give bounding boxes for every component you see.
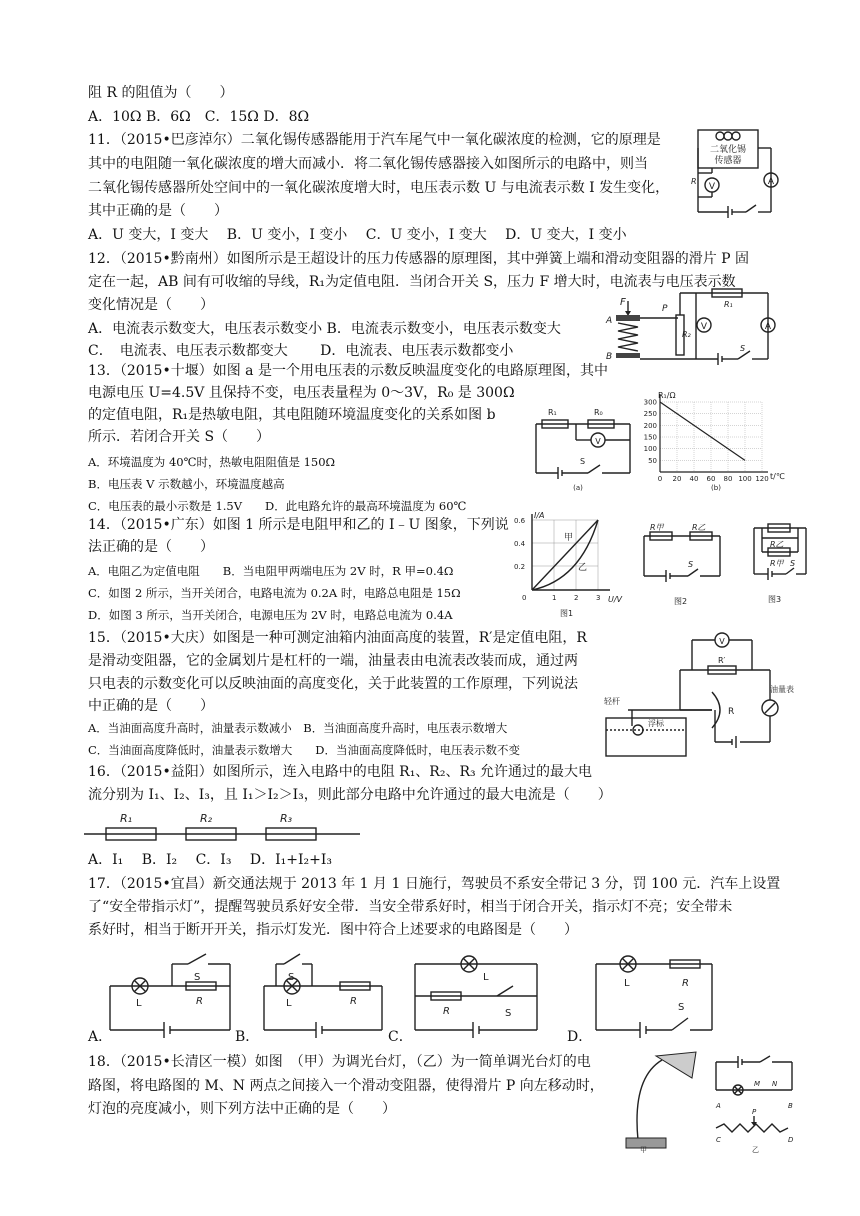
q13-line-1: 13．（2015•十堰）如图 a 是一个用电压表的示数反映温度变化的电路原理图，其中 (88, 363, 608, 379)
q14-option-a: A．电阻乙为定值电阻 B．当电阻甲两端电压为 2V 时，R 甲=0.4Ω (88, 564, 454, 578)
svg-text:图3: 图3 (768, 595, 782, 604)
svg-text:浮标: 浮标 (648, 719, 664, 728)
q10-options: A．10Ω B．6Ω C．15Ω D．8Ω (88, 109, 310, 125)
q18-rheostat (716, 1124, 788, 1132)
q18-lamp-shade (656, 1052, 696, 1078)
chart-x-tick-label: 100 (738, 475, 752, 483)
chart-y-tick-label: 50 (648, 456, 657, 465)
svg-text:A: A (767, 177, 775, 187)
q13-chart-caption: (b) (711, 484, 721, 492)
q15-line-1: 15．（2015•大庆）如图是一种可测定油箱内油面高度的装置，R′是定值电阻，R (88, 630, 587, 646)
chart-y-tick-label: 150 (643, 433, 657, 442)
q14-line-1: 14．（2015•广东）如图 1 所示是电阻甲和乙的 I﹣U 图象，下列说 (88, 517, 509, 533)
q14-option-d: D．如图 3 所示，当开关闭合，电源电压为 2V 时，电路总电流为 0.4A (88, 608, 453, 622)
q13-line-2: 电源电压 U=4.5V 且保持不变，电压表量程为 0～3V，R₀ 是 300Ω (88, 385, 515, 401)
svg-text:S: S (288, 972, 295, 983)
q17-line-1: 17．（2015•宜昌）新交通法规于 2013 年 1 月 1 日施行，驾驶员不系安全带记 3 分，罚 100 元．汽车上设置 (88, 876, 781, 892)
q14-figure-3 (750, 518, 810, 608)
svg-text:L: L (136, 998, 142, 1009)
q14-line-2: 法正确的是（ ） (88, 539, 214, 555)
q17-option-b-label: B． (235, 1029, 260, 1045)
q11-line-4: 其中正确的是（ ） (88, 203, 228, 219)
q13-resistance-temperature-chart (630, 390, 790, 494)
svg-text:I/A: I/A (534, 511, 545, 520)
svg-text:乙: 乙 (578, 563, 588, 573)
q13-option-a: A．环境温度为 40℃时，热敏电阻阻值是 150Ω (88, 455, 336, 469)
chart-x-axis-label: t/℃ (770, 472, 785, 481)
q17-circuit-c (413, 944, 553, 1034)
svg-text:1: 1 (552, 594, 557, 602)
q18-desk-lamp-figure (618, 1048, 708, 1152)
svg-text:M: M (754, 1080, 761, 1088)
q11-circuit-figure (686, 128, 776, 218)
q17-line-3: 系好时，相当于断开开关，指示灯发光．图中符合上述要求的电路图是（ ） (88, 922, 578, 938)
q13-option-b: B．电压表 V 示数越小，环境温度越高 (88, 477, 285, 491)
svg-text:L: L (483, 972, 489, 983)
q13-option-cd: C．电压表的最小示数是 1.5V D．此电路允许的最高环境温度为 60℃ (88, 499, 467, 513)
q13-line-4: 所示．若闭合开关 S（ ） (88, 429, 271, 445)
svg-text:0.4: 0.4 (514, 540, 526, 548)
q11-sensor-label-2: 传感器 (714, 156, 742, 166)
svg-text:V: V (700, 322, 708, 332)
svg-text:0: 0 (522, 594, 527, 602)
svg-text:R₃: R₃ (280, 812, 293, 825)
svg-text:0.6: 0.6 (514, 517, 526, 525)
svg-text:S: S (688, 560, 694, 569)
q14-figure-2 (638, 524, 728, 608)
q11-r-label: R (691, 177, 697, 186)
q15-line-3: 只电表的示数变化可以反映油面的高度变化，关于此装置的工作原理，下列说法 (88, 676, 578, 692)
chart-x-tick-label: 120 (755, 475, 769, 483)
svg-text:R: R (443, 1006, 450, 1017)
q18-line-3: 灯泡的亮度减小，则下列方法中正确的是（ ） (88, 1101, 396, 1117)
svg-text:R: R (350, 996, 357, 1007)
svg-text:甲: 甲 (564, 533, 574, 543)
svg-text:0.2: 0.2 (514, 563, 526, 571)
svg-text:S: S (790, 559, 796, 568)
svg-text:R₁: R₁ (724, 300, 733, 309)
q15-option-ab: A．当油面高度升高时，油量表示数减小 B．当油面高度升高时，电压表示数增大 (88, 721, 508, 735)
q15-option-cd: C．当油面高度降低时，油量表示数增大 D．当油面高度降低时，电压表示数不变 (88, 743, 521, 757)
svg-text:R₀: R₀ (594, 408, 603, 417)
svg-text:R₁: R₁ (548, 408, 557, 417)
svg-text:R甲: R甲 (650, 523, 664, 532)
q15-oil-tank (606, 718, 686, 756)
q10-tail: 阻 R 的阻值为（ ） (88, 85, 234, 101)
svg-text:N: N (772, 1080, 778, 1088)
q16-line-1: 16．（2015•益阳）如图所示，连入电路中的电阻 R₁、R₂、R₃ 允许通过的最大电 (88, 764, 593, 780)
svg-text:B: B (788, 1102, 793, 1110)
q18-line-2: 路图，将电路图的 M、N 两点之间接入一个滑动变阻器，使得滑片 P 向左移动时， (88, 1078, 604, 1094)
q14-iu-graph (510, 510, 630, 620)
chart-x-tick-label: 0 (657, 475, 663, 483)
q15-rheostat-r (712, 692, 720, 728)
svg-text:U/V: U/V (608, 595, 623, 604)
q18-circuit-figure (708, 1050, 800, 1154)
chart-x-tick-label: 40 (689, 475, 699, 483)
svg-text:A: A (764, 322, 772, 332)
svg-text:乙: 乙 (752, 1146, 759, 1154)
svg-text:图2: 图2 (674, 597, 688, 606)
svg-text:R乙: R乙 (770, 540, 784, 549)
svg-text:A: A (716, 1102, 721, 1110)
q12-line-1: 12．（2015•黔南州）如图所示是王超设计的压力传感器的原理图，其中弹簧上端和滑动变阻器的滑片 P 固 (88, 251, 750, 267)
q14-line-jia (532, 520, 598, 590)
q18-line-1: 18．（2015•长清区一模）如图 （甲）为调光台灯，（乙）为一简单调光台灯的电 (88, 1054, 591, 1070)
chart-y-tick-label: 300 (643, 398, 657, 407)
q15-line-2: 是滑动变阻器，它的金属划片是杠杆的一端，油量表由电流表改装而成，通过两 (88, 653, 578, 669)
svg-text:V: V (595, 437, 601, 446)
svg-text:P: P (662, 304, 668, 314)
svg-text:油量表: 油量表 (770, 685, 794, 694)
q17-option-a-label: A． (88, 1029, 113, 1045)
svg-text:R₂: R₂ (682, 330, 691, 339)
q14-option-c: C．如图 2 所示，当开关闭合，电路电流为 0.2A 时，电路总电阻是 15Ω (88, 586, 461, 600)
q11-line-2: 其中的电阻随一氧化碳浓度的增大而减小．将二氧化锡传感器接入如图所示的电路中，则当 (88, 156, 648, 172)
chart-y-tick-label: 250 (643, 410, 657, 419)
q13-line-3: 的定值电阻，R₁是热敏电阻，其电阻随环境温度变化的关系如图 b (88, 407, 496, 423)
q18-lamp-neck (637, 1060, 662, 1140)
chart-x-tick-label: 80 (723, 475, 733, 483)
svg-text:L: L (286, 998, 292, 1009)
q16-line-2: 流分别为 I₁、I₂、I₃，且 I₁＞I₂＞I₃，则此部分电路中允许通过的最大电流是（ ） (88, 787, 612, 803)
svg-text:S: S (580, 457, 586, 466)
svg-text:甲: 甲 (640, 1146, 647, 1154)
q17-circuit-b (262, 944, 392, 1034)
chart-x-tick-label: 20 (672, 475, 682, 483)
svg-text:R₁: R₁ (120, 812, 133, 825)
svg-text:R: R (728, 707, 735, 717)
svg-text:D: D (788, 1136, 794, 1144)
svg-text:R甲: R甲 (770, 559, 784, 568)
q12-option-ab: A．电流表示数变大，电压表示数变小 B．电流表示数变小，电压表示数变大 (88, 321, 561, 337)
q17-option-d-label: D． (567, 1029, 593, 1045)
q17-circuit-a (108, 944, 238, 1034)
chart-y-axis-label: R₁/Ω (658, 391, 676, 400)
svg-text:L: L (624, 978, 630, 989)
svg-text:R: R (682, 978, 689, 989)
svg-text:S: S (194, 972, 201, 983)
svg-text:P: P (752, 1108, 757, 1116)
q12-circuit-figure (600, 285, 780, 363)
q11-line-1: 11．（2015•巴彦淖尔）二氧化锡传感器能用于汽车尾气中一氧化碳浓度的检测，它的原理是 (88, 132, 661, 148)
svg-text:R: R (196, 996, 203, 1007)
svg-text:S: S (505, 1008, 512, 1019)
svg-text:S: S (740, 344, 746, 353)
chart-y-tick-label: 200 (643, 421, 657, 430)
chart-series-line (660, 402, 745, 460)
q16-series-resistors (82, 810, 362, 846)
chart-y-tick-label: 100 (643, 445, 657, 454)
q17-circuit-d (592, 944, 722, 1034)
svg-text:3: 3 (596, 594, 601, 602)
svg-text:B: B (606, 352, 613, 362)
q16-options: A．I₁ B．I₂ C．I₃ D．I₁+I₂+I₃ (88, 852, 333, 868)
q12-option-cd: C． 电流表、电压表示数都变大 D．电流表、电压表示数都变小 (88, 343, 514, 359)
q11-sensor-label-1: 二氧化锡 (709, 145, 747, 155)
svg-text:2: 2 (574, 594, 579, 602)
q13-circuit-figure-a (528, 398, 638, 493)
q17-option-c-label: C． (388, 1029, 413, 1045)
q11-line-3: 二氧化锡传感器所处空间中的一氧化碳浓度增大时，电压表示数 U 与电流表示数 I 发生变化， (88, 180, 670, 196)
svg-text:V: V (708, 182, 716, 192)
q17-line-2: 了“安全带指示灯”，提醒驾驶员系好安全带．当安全带系好时，相当于闭合开关，指示灯不亮；安全带未 (88, 899, 733, 915)
svg-text:R乙: R乙 (692, 523, 706, 532)
q12-line-2: 定在一起，AB 间有可收缩的导线，R₁为定值电阻．当闭合开关 S，压力 F 增大时，电流表与电压表示数 (88, 274, 736, 290)
svg-text:V: V (719, 637, 725, 646)
svg-text:图1: 图1 (560, 609, 574, 618)
svg-text:轻杆: 轻杆 (604, 697, 620, 706)
q11-options: A．U 变大，I 变大 B．U 变小，I 变小 C．U 变小，I 变大 D．U 变大，I 变小 (88, 227, 627, 243)
svg-text:S: S (678, 1002, 685, 1013)
svg-text:R₂: R₂ (200, 812, 213, 825)
svg-text:A: A (606, 316, 613, 326)
q12-line-3: 变化情况是（ ） (88, 297, 214, 313)
chart-x-tick-label: 60 (706, 475, 716, 483)
svg-text:(a): (a) (573, 484, 583, 492)
q15-oil-tank-figure (600, 630, 800, 760)
svg-text:F: F (620, 297, 626, 308)
q15-line-4: 中正确的是（ ） (88, 698, 214, 714)
svg-text:C: C (716, 1136, 721, 1144)
svg-text:R′: R′ (718, 656, 726, 665)
